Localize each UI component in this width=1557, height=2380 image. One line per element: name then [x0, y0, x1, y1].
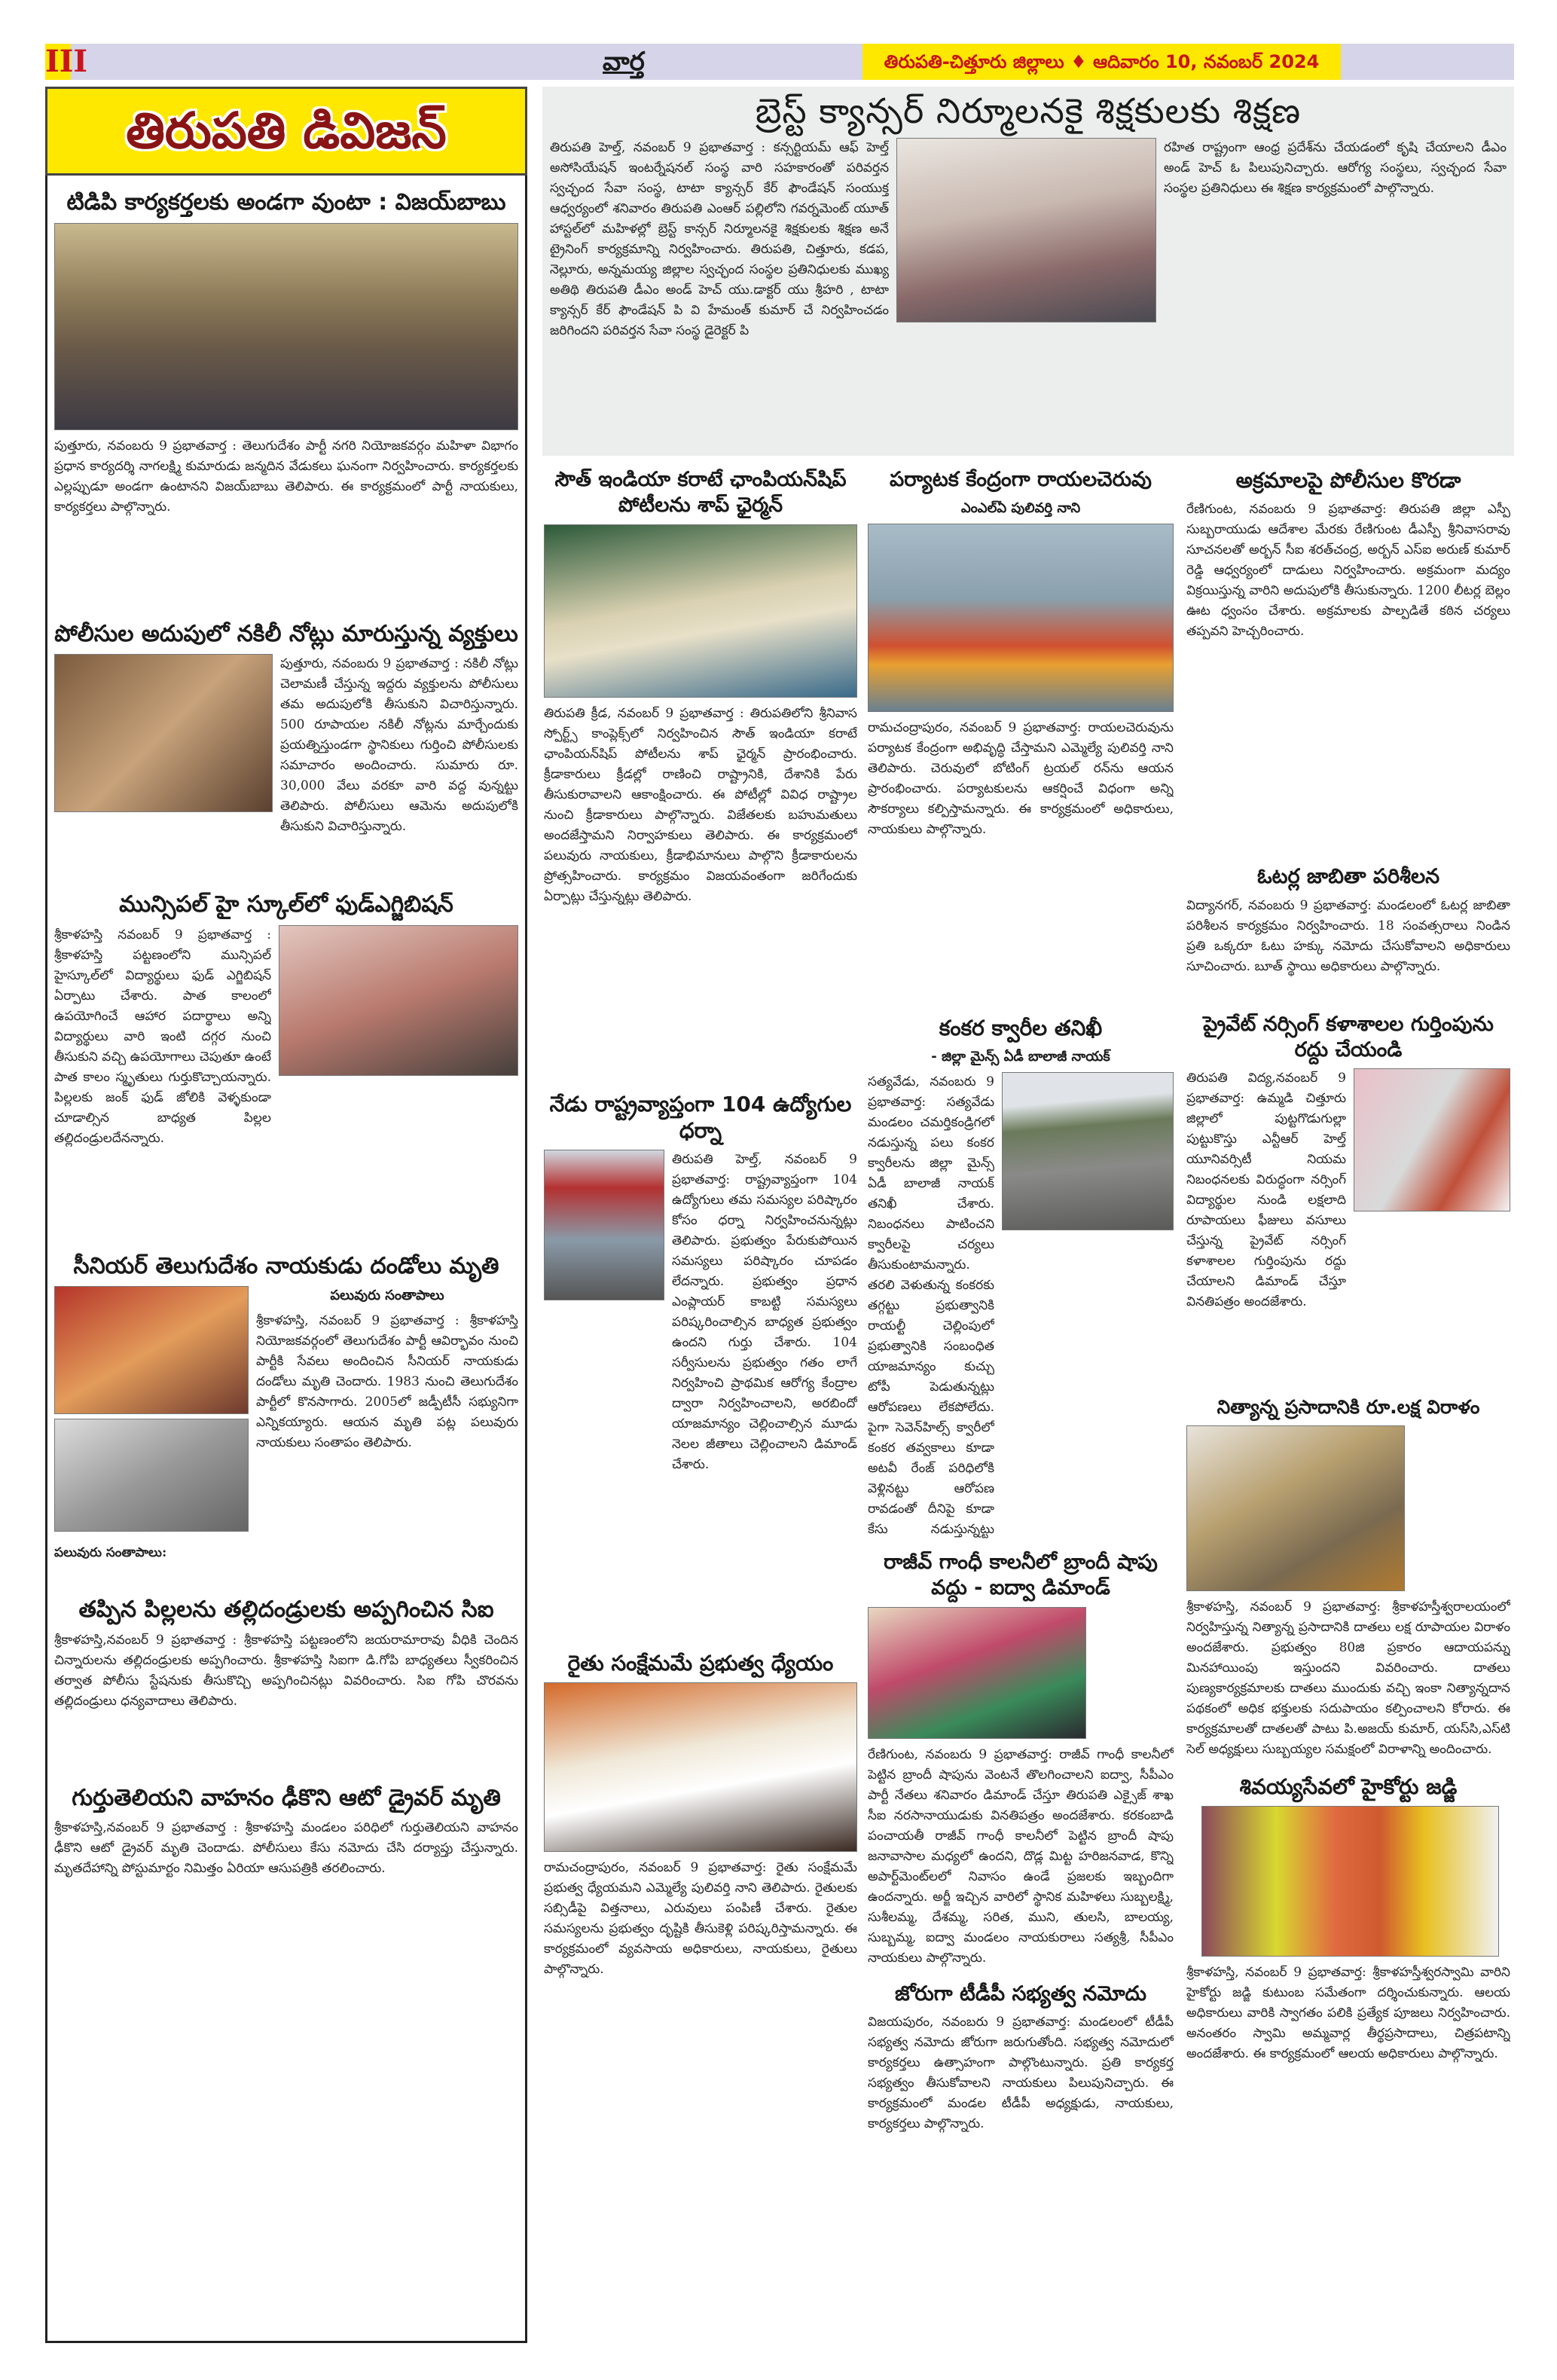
- page-number: III: [45, 44, 88, 79]
- article-body: తిరుపతి విద్య,నవంబర్ 9 ప్రభాతవార్త: ఉమ్మడి చిత్తూరు జిల్లాలో పుట్టగొడుగుల్లా పుట్టుకొస్తు ఎన్టీఆర్ హెల్త్ యూనివర్సిటీ నియమ నిబంధనలకు విరుద్ధంగా నర్సింగ్ విద్యార్థుల నుండి లక్షలాది రూపాయలు ఫీజులు వసూలు చేస్తున్న ప్రైవేట్ నర్సింగ్ కళాశాలల గుర్తింపును రద్దు చేయాలని డిమాండ్ చేస్తూ వినతిపత్రం అందజేశారు.: [1186, 1071, 1346, 1310]
- photo-nursing-petition: [1354, 1068, 1510, 1211]
- article-body: పుత్తూరు, నవంబరు 9 ప్రభాతవార్త : తెలుగుదేశం పార్టీ నగరి నియోజకవర్గం మహిళా విభాగం ప్రధాన కార్యదర్శి నాగలక్ష్మి కుమారుడు జన్మదిన వేడుకలు ఘనంగా నిర్వహించారు. కార్యకర్తలకు ఎల్లప్పుడూ అండగా ఉంటానని విజయ్‌బాబు తెలిపారు. ఈ కార్యక్రమంలో పార్టీ నాయకులు, కార్యకర్తలు పాల్గొన్నారు.: [54, 438, 518, 515]
- photo-cancer-training: [896, 138, 1156, 322]
- condolence-label: పలువురు సంతాపాలు:: [54, 1545, 167, 1561]
- article-body: శ్రీకాళహస్తి,నవంబర్ 9 ప్రభాతవార్త : శ్రీకాళహస్తి పట్టణంలోని జయరామారావు వీధికి చెందిన చిన్నారులను తల్లిదండ్రులకు అప్పగించారు. శ్రీకాళహస్తి సిఐగా డి.గోపి బాధ్యతలు స్వీకరించిన తర్వాత పోలీసు స్టేషనుకు తీసుకొచ్చి అప్పగించినట్లు వివరించారు. సిఐ గోపి చొరవను తల్లిదండ్రులు ధన్యవాదాలు తెలిపారు.: [54, 1632, 518, 1709]
- headline: మున్సిపల్ హై స్కూల్‌లో ఫుడ్ఎగ్జిబిషన్: [119, 891, 453, 918]
- photo-farmers-welfare: [544, 1682, 857, 1852]
- photo-quarry: [1002, 1072, 1174, 1230]
- lead-article-body: తిరుపతి హెల్త్, నవంబర్ 9 ప్రభాతవార్త : కన్సర్టియమ్ ఆఫ్ హెల్త్ అసోసియేషన్ ఇంటర్నేషనల్ సంస్థ వారి సహకారంతో పరివర్తన స్వచ్ఛంద సేవా సంస్థ, టాటా క్యాన్సర్ కేర్ ఫౌండేషన్ సంయుక్త ఆధ్వర్యంలో శనివారం తిరుపతి ఎంఆర్ పల్లిలోని గవర్నమెంట్ యూత్ హాస్టల్‌లో మహిళల్లో బ్రెస్ట్ కాన్సర్ నిర్మూలనకై శిక్షకులకు శిక్షణ అనే ట్రైనింగ్ కార్యక్రమాన్ని నిర్వహించారు. తిరుపతి, చిత్తూరు, కడప, నెల్లూరు, అన్నమయ్య జిల్లాల స్వచ్ఛంద సంస్థల ప్రతినిధులకు ముఖ్య అతిథి తిరుపతి డీఎం అండ్ హెచ్ యు.డాక్టర్ యు శ్రీహరి , టాటా క్యాన్సర్ కేర్ ఫౌండేషన్ పి వి హేమంత్ కుమార్ చే నిర్వహించడం జరిగిందని పరివర్తన సేవా సంస్థ డైరెక్టర్ పి: [550, 140, 889, 339]
- headline: రాజీవ్ గాంధీ కాలనీలో బ్రాందీ షాపు వద్దు - ఐద్వా డిమాండ్: [884, 1551, 1158, 1599]
- headline: తప్పిన పిల్లలను తల్లిదండ్రులకు అప్పగించిన సిఐ: [78, 1596, 494, 1624]
- left-column-content: [54, 178, 518, 1999]
- column-3: [1186, 457, 1510, 2189]
- article-body: శ్రీకాళహస్తి, నవంబర్ 9 ప్రభాతవార్త: శ్రీకాళహస్తీశ్వరస్వామి వారిని హైకోర్టు జడ్జి కుటుంబ సమేతంగా దర్శించుకున్నారు. ఆలయ అధికారులు వారికి స్వాగతం పలికి ప్రత్యేక పూజలు నిర్వహించారు. అనంతరం స్వామి అమ్మవార్ల తీర్థప్రసాదాలు, చిత్రపటాన్ని అందజేశారు. ఈ కార్యక్రమంలో ఆలయ అధికారులు పాల్గొన్నారు.: [1186, 1964, 1510, 2061]
- lead-article-body-2: రహిత రాష్ట్రంగా ఆంధ్ర ప్రదేశ్‌ను చేయడంలో కృషి చేయాలని డీఎం అండ్ హెచ్ ఓ పిలుపునిచ్చారు. ఆరోగ్య సంస్థలు, స్వచ్ఛంద సేవా సంస్థల ప్రతినిధులు ఈ శిక్షణ కార్యక్రమంలో పాల్గొన్నారు.: [1164, 140, 1507, 197]
- photo-donation: [1186, 1425, 1405, 1591]
- headline: కంకర క్వారీల తనిఖీ: [939, 1015, 1103, 1040]
- article-body: శ్రీకాళహస్తి, నవంబర్ 9 ప్రభాతవార్త : శ్రీకాళహస్తి నియోజకవర్గంలో తెలుగుదేశం పార్టీ ఆవిర్భావం నుంచి పార్టీకి సేవలు అందించిన సీనియర్ నాయకుడు దండోలు మృతి చెందారు. 1983 నుంచి తెలుగుదేశం పార్టీలో కొనసాగారు. 2005లో జడ్పీటీసీ సభ్యునిగా ఎన్నికయ్యారు. ఆయన మృతి పట్ల పలువురు నాయకులు సంతాపం తెలిపారు.: [256, 1313, 518, 1451]
- newspaper-logo: వార్త: [603, 47, 645, 77]
- photo-high-court-judge: [1201, 1806, 1499, 1957]
- headline: ఓటర్ల జాబితా పరిశీలన: [1256, 865, 1440, 888]
- headline: టిడిపి కార్యకర్తలకు అండగా వుంటా : విజయ్‌బాబు: [66, 189, 506, 215]
- photo-tdp-workers: [54, 223, 518, 430]
- headline: సీనియర్ తెలుగుదేశం నాయకుడు దండోలు మృతి: [73, 1252, 499, 1279]
- headline: నిత్యాన్న ప్రసాదానికి రూ.లక్ష విరాళం: [1217, 1396, 1480, 1419]
- headline: ప్రైవేట్ నర్సింగ్ కళాశాలల గుర్తింపును రద్దు చేయండి: [1203, 1012, 1494, 1062]
- article-body: పుత్తూరు, నవంబరు 9 ప్రభాతవార్త : నకిలీ నోట్లు చెలామణీ చేస్తున్న ఇద్దరు వ్యక్తులను పోలీసులు తమ అదుపులోకి తీసుకుని విచారిస్తున్నారు. 500 రూపాయల నకిలీ నోట్లను మార్చేందుకు ప్రయత్నిస్తుండగా స్థానికులు గుర్తించి పోలీసులకు సమాచారం అందించారు. సుమారు రూ. 30,000 వేలు వరకూ వారి వద్ద వున్నట్టు తెలిపారు. పోలీసులు ఆమెను అదుపులోకి తీసుకుని విచారిస్తున్నారు.: [280, 656, 518, 834]
- article-body: రేణిగుంట, నవంబరు 9 ప్రభాతవార్త: తిరుపతి జిల్లా ఎస్పీ సుబ్బరాయుడు ఆదేశాల మేరకు రేణిగుంట డీఎస్పీ శ్రీనివాసరావు సూచనలతో అర్బన్ సీఐ శరత్‌చంద్ర, అర్బన్ ఎస్‌ఐ అరుణ్ కుమార్ రెడ్డి ఆధ్వర్యంలో దాడులు నిర్వహించారు. అక్రమంగా మద్యం విక్రయిస్తున్న వారిని అదుపులోకి తీసుకున్నారు. 1200 లీటర్ల బెల్లం ఊట ధ్వంసం చేశారు. అక్రమాలకు పాల్పడితే కఠిన చర్యలు తప్పవని హెచ్చరించారు.: [1186, 502, 1510, 639]
- article-body: విజయపురం, నవంబరు 9 ప్రభాతవార్త: మండలంలో టీడీపీ సభ్యత్వ నమోదు జోరుగా జరుగుతోంది. సభ్యత్వ నమోదులో కార్యకర్తలు ఉత్సాహంగా పాల్గొంటున్నారు. ప్రతి కార్యకర్త సభ్యత్వం తీసుకోవాలని నాయకులు పిలుపునిచ్చారు. ఈ కార్యక్రమంలో మండల టీడీపీ అధ్యక్షుడు, నాయకులు, కార్యకర్తలు పాల్గొన్నారు.: [868, 2015, 1174, 2132]
- article-body: రేణిగుంట, నవంబరు 9 ప్రభాతవార్త: రాజీవ్ గాంధీ కాలనీలో పెట్టిన బ్రాందీ షాపును వెంటనే తొలగించాలని ఐద్వా, సీపీఎం పార్టీ నేతలు శనివారం డిమాండ్ చేస్తూ తిరుపతి ఎక్సైజ్ శాఖ సీఐ నరసానాయుడుకు వినతిపత్రం అందజేశారు. కరకంబాడి పంచాయతీ రాజీవ్ గాంధీ కాలనీలో పెట్టిన బ్రాందీ షాపు జనావాసాల మధ్యలో ఉందని, దొడ్ల మిట్ట హరిజనవాడ, కొన్ని అపార్ట్‌మెంట్‌లలో నివాసం ఉండే ప్రజలకు ఇబ్బందిగా ఉందన్నారు. అర్జీ ఇచ్చిన వారిలో స్థానిక మహిళలు సుబ్బలక్ష్మి, సుశీలమ్మ, దేశమ్మ, సరిత, ముని, తులసి, బాలయ్య, సుబ్బమ్మ, ఐద్వా మండలం నాయకురాలు సత్యశ్రీ, సీపీఎం నాయకులు పాల్గొన్నారు.: [868, 1746, 1174, 1966]
- photo-karate-event: [544, 524, 857, 698]
- headline: పర్యాటక కేంద్రంగా రాయలచెరువు: [890, 468, 1152, 491]
- subheadline: ఎంఎల్‌ఏ పులివర్తి నాని: [960, 500, 1081, 516]
- article-body: శ్రీకాళహస్తి,నవంబర్ 9 ప్రభాతవార్త : శ్రీకాళహస్తి మండలం పరిధిలో గుర్తుతెలియని వాహనం ఢీకొని ఆటో డ్రైవర్ మృతి చెందాడు. పోలీసులు కేసు నమోదు చేసి దర్యాప్తు చేస్తున్నారు. మృతదేహాన్ని పోస్టుమార్టం నిమిత్తం ఏరియా ఆసుపత్రికి తరలించారు.: [54, 1820, 518, 1877]
- headline: రైతు సంక్షేమమే ప్రభుత్వ ధ్యేయం: [567, 1650, 834, 1676]
- article-body: రామచంద్రాపురం, నవంబర్ 9 ప్రభాతవార్త: రాయలచెరువును పర్యాటక కేంద్రంగా అభివృద్ధి చేస్తామని ఎమ్మెల్యే పులివర్తి నాని తెలిపారు. చెరువులో బోటింగ్ ట్రయల్ రన్‌ను ఆయన ప్రారంభించారు. పర్యాటకులను ఆకర్షించే విధంగా అన్ని సౌకర్యాలు కల్పిస్తామన్నారు. ఈ కార్యక్రమంలో అధికారులు, నాయకులు పాల్గొన్నారు.: [868, 719, 1174, 837]
- photo-deceased-leader: [54, 1419, 249, 1532]
- photo-food-exhibition: [279, 925, 518, 1076]
- headline: గుర్తుతెలియని వాహనం ఢీకొని ఆటో డ్రైవర్ మృతి: [72, 1784, 501, 1811]
- photo-aidwa-petition: [868, 1607, 1086, 1739]
- article-body: విద్యానగర్, నవంబరు 9 ప్రభాతవార్త: మండలంలో ఓటర్ల జాబితా పరిశీలన కార్యక్రమం నిర్వహించారు. 18 సంవత్సరాలు నిండిన ప్రతి ఒక్కరూ ఓటు హక్కు నమోదు చేసుకోవాలని అధికారులు సూచించారు. బూత్ స్థాయి అధికారులు పాల్గొన్నారు.: [1186, 897, 1510, 974]
- subheadline: పలువురు సంతాపాలు: [330, 1288, 444, 1303]
- lead-article: [542, 87, 1514, 456]
- article-body: శ్రీకాళహస్తి, నవంబర్ 9 ప్రభాతవార్త: శ్రీకాళహస్తీశ్వరాలయంలో నిర్వహిస్తున్న నిత్యాన్న ప్రసాదానికి దాతలు లక్ష రూపాయల విరాళం అందజేశారు. ప్రభుత్వం 80జి ప్రకారం ఆదాయపన్ను మినహాయింపు ఇస్తుందని వివరించారు. దాతలు పుణ్యకార్యక్రమాలకు దాతలు ముందుకు వచ్చి ఇంకా నిత్యాన్నదాన పథకంలో అధిక భక్తులకు సదుపాయం కల్పించాలని కోరారు. ఈ కార్యక్రమాలతో దాతలతో పాటు పి.అజయ్ కుమార్, యస్‌సి,ఎస్‌టి సెల్ అధ్యక్షులు సుబ్బయ్యల సమక్షంలో విరాళాన్ని అందించారు.: [1186, 1599, 1510, 1757]
- article-body: తిరుపతి క్రీడ, నవంబర్ 9 ప్రభాతవార్త : తిరుపతిలోని శ్రీనివాస స్పోర్ట్స్ కాంప్లెక్స్‌లో నిర్వహించిన సౌత్ ఇండియా కరాటే ఛాంపియన్‌షిప్ పోటీలను శాప్ ఛైర్మన్ ప్రారంభించారు. క్రీడాకారులు క్రీడల్లో రాణించి రాష్ట్రానికి, దేశానికి పేరు తీసుకురావాలని ఆకాంక్షించారు. ఈ పోటీల్లో వివిధ రాష్ట్రాల నుంచి క్రీడాకారులు పాల్గొన్నారు. విజేతలకు బహుమతులు అందజేస్తామని నిర్వాహకులు తెలిపారు. ఈ కార్యక్రమంలో పలువురు నాయకులు, క్రీడాభిమానులు పాల్గొని క్రీడాకారులను ప్రోత్సహించారు. కార్యక్రమం విజయవంతంగా జరిగేందుకు ఏర్పాట్లు చేస్తున్నట్లు తెలిపారు.: [544, 705, 857, 904]
- photo-boating: [868, 524, 1174, 712]
- article-body: శ్రీకాళహస్తి నవంబర్ 9 ప్రభాతవార్త : శ్రీకాళహస్తి పట్టణంలోని మున్సిపల్ హైస్కూల్‌లో విద్యార్థులు ఫుడ్ ఎగ్జిబిషన్ ఏర్పాటు చేశారు. పాత కాలంలో ఉపయోగించే ఆహార పదార్థాలు అన్ని విద్యార్థులు వారి ఇంటి దగ్గర నుంచి తీసుకుని వచ్చి ఉపయోగాలు చెపుతూ ఉంటే పాత కాలం స్మృతులు గుర్తుకొచ్చాయన్నారు. పిల్లలకు జంక్ ఫుడ్ జోలికి వెళ్ళకుండా చూడాల్సిన బాధ్యత పిల్లల తల్లిదండ్రులదేనన్నారు.: [54, 927, 271, 1146]
- section-title: తిరుపతి డివిజన్: [45, 87, 527, 176]
- lead-headline: బ్రెస్ట్ క్యాన్సర్ నిర్మూలనకై శిక్షకులకు శిక్షణ: [755, 90, 1302, 131]
- headline: జోరుగా టీడీపీ సభ్యత్వ నమోదు: [895, 1981, 1146, 2006]
- photo-fake-notes: [54, 654, 273, 812]
- article-body: తిరుపతి హెల్త్, నవంబర్ 9 ప్రభాతవార్త: రాష్ట్రవ్యాప్తంగా 104 ఉద్యోగులు తమ సమస్యల పరిష్కారం కోసం ధర్నా నిర్వహించనున్నట్లు తెలిపారు. ప్రభుత్వం పేరుకుపోయిన సమస్యలు పరిష్కారం చూపడం లేదన్నారు. ప్రభుత్వం ప్రధాన ఎంప్లాయర్ కాబట్టి సమస్యలు పరిష్కరించాల్సిన బాధ్యత ప్రభుత్వం ఉందని గుర్తు చేశారు. 104 సర్వీసులను ప్రభుత్వం గతం లాగే నిర్వహించి ప్రాథమిక ఆరోగ్య కేంద్రాల ద్వారా నిర్వహించాలని, అరబిందో యాజమాన్యం చెల్లించాల్సిన మూడు నెలల జీతాలు చెల్లించాలని డిమాండ్ చేశారు.: [672, 1151, 857, 1472]
- article-body: సత్యవేడు, నవంబరు 9 ప్రభాతవార్త: సత్యవేడు మండలం చమర్తికండ్రిగలో నడుస్తున్న పలు కంకర క్వారీలను జిల్లా మైన్స్ ఏడీ బాలాజీ నాయక్ తనిఖీ చేశారు. నిబంధనలు పాటించని క్వారీలపై చర్యలు తీసుకుంటామన్నారు. తరలి వెళుతున్న కంకరకు తగ్గట్టు ప్రభుత్వానికి రాయల్టీ చెల్లింపులో ప్రభుత్వానికి సంబంధిత యాజమాన్యం కుచ్చు టోపీ పెడుతున్నట్లు ఆరోపణలు లేకపోలేదు. పైగా సెవెన్‌హిల్స్ క్వారీలో కంకర తవ్వకాలు కూడా అటవీ రేంజ్ పరిధిలోకి వెళ్లినట్టు ఆరోపణ రావడంతో దీనిపై కూడా కేసు నడుస్తున్నట్టు: [868, 1074, 994, 1538]
- headline: సౌత్ ఇండియా కరాటే ఛాంపియన్‌షిప్ పోటీలను శాప్ ఛైర్మన్: [554, 468, 847, 517]
- headline: నేడు రాష్ట్రవ్యాప్తంగా 104 ఉద్యోగుల ధర్నా: [549, 1091, 852, 1143]
- column-1: [544, 457, 857, 2159]
- photo-tribute: [54, 1286, 249, 1414]
- headline: అక్రమాలపై పోలీసుల కొరడా: [1235, 468, 1461, 493]
- headline: పోలీసుల అదుపులో నకిలీ నోట్లు మారుస్తున్న వ్యక్తులు: [54, 620, 518, 647]
- article-body: రామచంద్రాపురం, నవంబర్ 9 ప్రభాతవార్త: రైతు సంక్షేమమే ప్రభుత్వ ధ్యేయమని ఎమ్మెల్యే పులివర్తి నాని తెలిపారు. రైతులకు సబ్సిడీపై విత్తనాలు, ఎరువులు పంపిణీ చేశారు. రైతుల సమస్యలను ప్రభుత్వం దృష్టికి తీసుకెళ్లి పరిష్కరిస్తామన్నారు. ఈ కార్యక్రమంలో వ్యవసాయ అధికారులు, నాయకులు, రైతులు పాల్గొన్నారు.: [544, 1859, 857, 1977]
- photo-104-vehicle: [544, 1150, 664, 1300]
- edition-date: తిరుపతి-చిత్తూరు జిల్లాలు ♦ ఆదివారం 10, నవంబర్ 2024: [862, 44, 1341, 80]
- headline: శివయ్యసేవలో హైకోర్టు జడ్జి: [1239, 1774, 1458, 1799]
- column-2: [868, 457, 1174, 2201]
- subheadline: - జిల్లా మైన్స్ ఏడీ బాలాజీ నాయక్: [931, 1048, 1110, 1065]
